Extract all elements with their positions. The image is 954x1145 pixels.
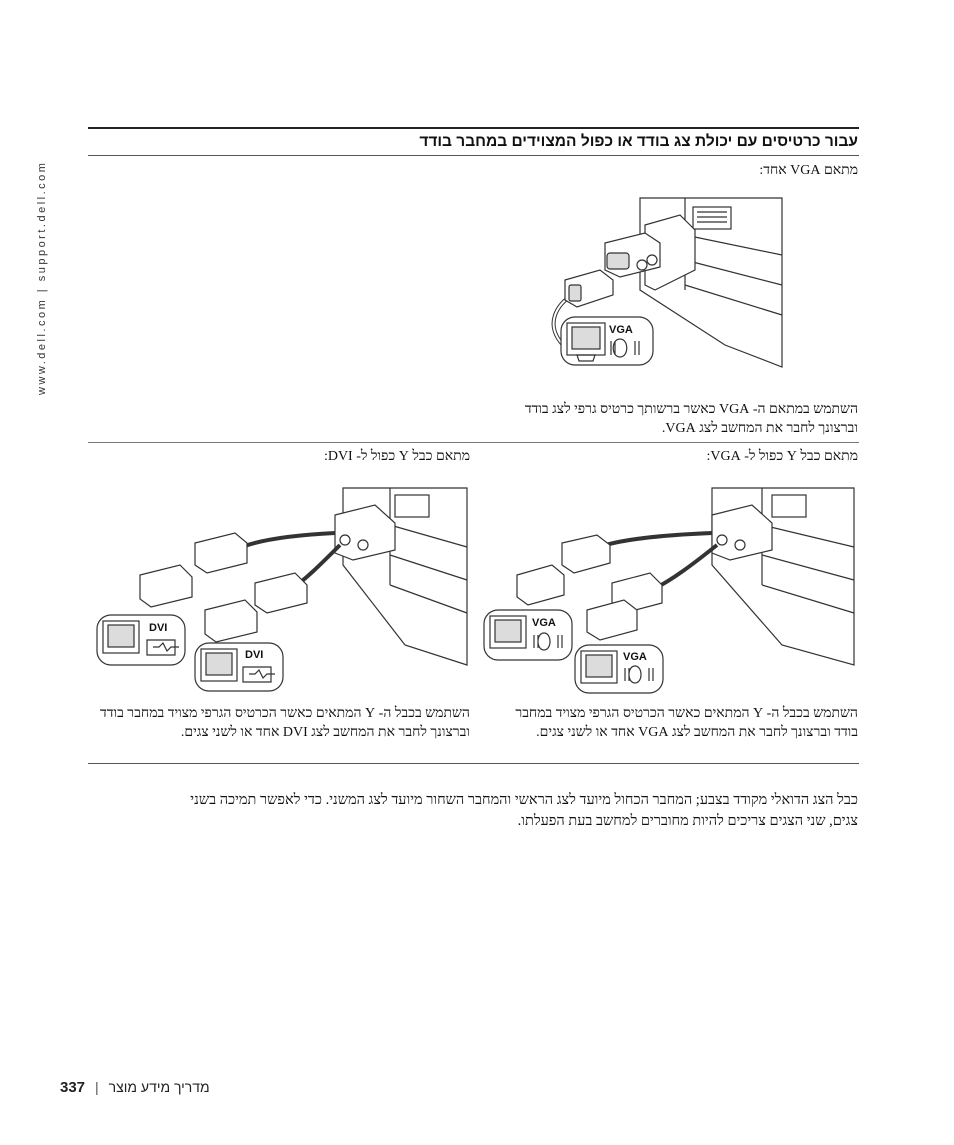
dvi-icon-label-primary: DVI bbox=[149, 622, 168, 634]
ysplit-dvi-description: השתמש בכבל ה- Y המתאים כאשר הכרטיס הגרפי מצויד במחבר בודד וברצונך לחבר את המחשב לצג DVI אחד או לשני צגים. bbox=[100, 706, 470, 740]
section-heading: עבור כרטיסים עם יכולת צג בודד או כפול המצוידים במחבר בודד bbox=[419, 133, 858, 150]
ysplit-vga-description: השתמש בכבל ה- Y המתאים כאשר הכרטיס הגרפי מצויד במחבר בודד וברצונך לחבר את המחשב לצג VGA אחד או לשני צגים. bbox=[515, 706, 858, 740]
bottom-rule bbox=[88, 763, 859, 764]
footer-title: מדריך מידע מוצר bbox=[108, 1079, 210, 1095]
vga-icon-label: VGA bbox=[609, 324, 633, 336]
page-footer bbox=[60, 1077, 210, 1097]
middle-rule bbox=[88, 442, 859, 443]
top-rule bbox=[88, 127, 859, 129]
single-adapter-label: מתאם VGA אחד: bbox=[759, 163, 858, 178]
footer-separator: | bbox=[95, 1079, 99, 1095]
body-paragraph: כבל הצג הדואלי מקודד בצבע; המחבר הכחול מיועד לצג הראשי והמחבר השחור מיועד לצג המשני. כדי לאפשר תמיכה בשני צגים, שני הצגים צריכים להיות מחוברים למחשב בעת הפעלתו. bbox=[190, 792, 858, 829]
page-number: 337 bbox=[60, 1078, 86, 1096]
vga-icon-label-secondary: VGA bbox=[623, 651, 647, 663]
side-url: www.dell.com | support.dell.com bbox=[36, 160, 48, 395]
ysplit-dvi-label: מתאם כבל Y כפול ל- DVI: bbox=[323, 449, 470, 464]
ysplit-vga-illustration bbox=[482, 485, 862, 695]
dvi-icon-label-secondary: DVI bbox=[245, 649, 264, 661]
single-adapter-description: השתמש במתאם ה- VGA כאשר ברשותך כרטיס גרפי לצג בודד וברצונך לחבר את המחשב לצג VGA. bbox=[524, 402, 858, 436]
single-vga-adapter-illustration bbox=[545, 195, 785, 370]
heading-rule bbox=[88, 155, 859, 156]
vga-icon-label-primary: VGA bbox=[532, 617, 556, 629]
ysplit-dvi-illustration bbox=[95, 485, 475, 695]
ysplit-vga-label: מתאם כבל Y כפול ל- VGA: bbox=[706, 449, 858, 464]
